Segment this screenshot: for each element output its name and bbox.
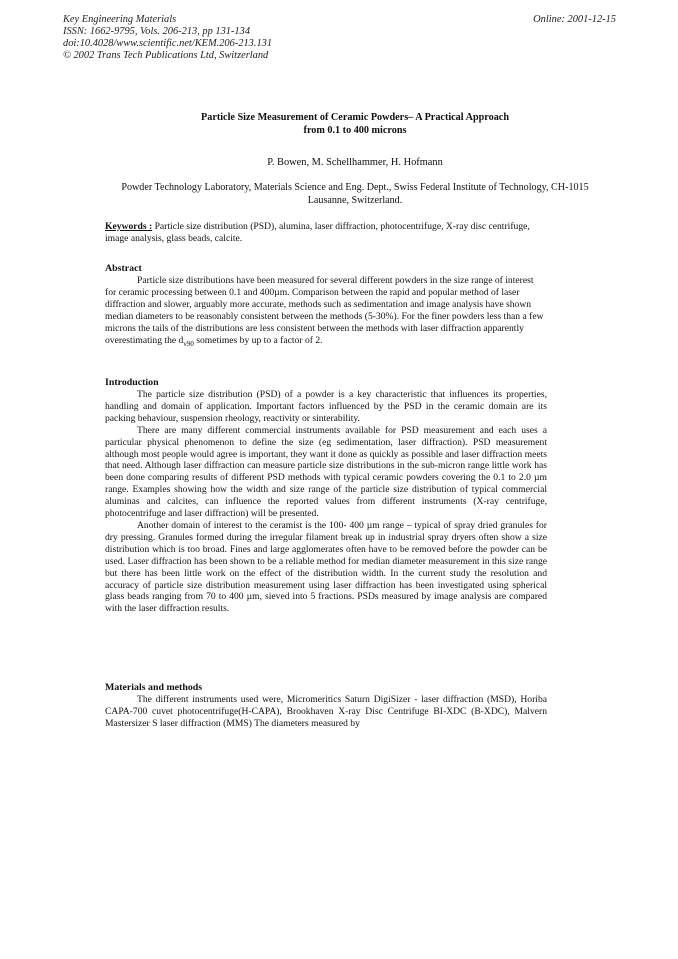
intro-paragraph-1: The particle size distribution (PSD) of a powder is a key characteristic that influences its properties, handling and domain of application. Important factors influenced by the PSD in the ceramic domain are its packing behaviour, suspension rheology, reactivity or sinterability. <box>105 389 547 424</box>
issn-line: ISSN: 1662-9795, Vols. 206-213, pp 131-134 <box>63 26 251 37</box>
keywords-text: Particle size distribution (PSD), alumina, laser diffraction, photocentrifuge, X-ray disc centrifuge, image analysis, glass beads, calcite. <box>105 221 530 244</box>
title-line-1: Particle Size Measurement of Ceramic Powders– A Practical Approach <box>201 112 509 123</box>
journal-name: Key Engineering Materials <box>63 14 177 25</box>
affiliation: Powder Technology Laboratory, Materials Science and Eng. Dept., Swiss Federal Institute of Technology, CH-1015 Lausanne, Switzerland. <box>121 182 589 206</box>
materials-section <box>105 681 547 730</box>
paper-title <box>100 111 610 137</box>
abstract-heading: Abstract <box>105 263 142 274</box>
online-date: Online: 2001-12-15 <box>533 14 616 25</box>
keywords-label: Keywords : <box>105 221 153 232</box>
abstract-section <box>105 262 547 346</box>
authors: P. Bowen, M. Schellhammer, H. Hofmann <box>267 157 443 168</box>
journal-header <box>63 14 272 62</box>
abstract-text: Particle size distributions have been measured for several different powders in the size range of interest for ceramic processing between 0.1 and 400µm. Comparison between the rapid and popular method of laser diffraction and slower, arguably more accurate, methods such as sedimentation and image analysis have shown median diameters to be reasonably consistent between the methods (5-30%). For the finer powders less than a few microns the tails of the distributions are less consistent between the methods with laser diffraction apparently overestimating the $d_{v90}$ sometimes by up to a factor of 2. <box>105 275 544 348</box>
introduction-heading: Introduction <box>105 377 159 388</box>
copyright-line: © 2002 Trans Tech Publications Ltd, Switzerland <box>63 50 269 61</box>
title-line-2: from 0.1 to 400 microns <box>303 125 407 136</box>
materials-heading: Materials and methods <box>105 682 203 693</box>
keywords-block <box>105 221 547 245</box>
introduction-section <box>105 376 547 615</box>
intro-paragraph-2: There are many different commercial instruments available for PSD measurement and each uses a particular physical phenomenon to define the size (eg sedimentation, laser diffraction). PSD measurement although most people would agree is important, they want it done as quickly as possible and laser diffraction meets that need. Although laser diffraction can measure particle size distributions in the sub-micron range little work has been done comparing results of different PSD methods with typical ceramic powders covering the 0.1 to 2.0 µm range. Examples showing how the width and size range of the particle size distribution of typical commercial aluminas and calcites, can influence the reported values from different instruments (X-ray centrifuge, photocentrifuge and laser diffraction) will be presented. <box>105 424 547 520</box>
intro-paragraph-3: Another domain of interest to the ceramist is the 100- 400 µm range – typical of spray dried granules for dry pressing. Granules formed during the irregular filament break up in industrial spray dryers often show a size distribution which is too broad. Fines and large agglomerates often have to be removed before the powder can be used. Laser diffraction has been shown to be a reliable method for median diameter measurement in this size range but there has been little work on the effect of the distribution width. In the current study the resolution and accuracy of particle size distribution measurement using laser diffraction has been investigated using spherical glass beads ranging from 70 to 400 µm, sieved into 5 fractions. PSDs measured by image analysis are compared with the laser diffraction results. <box>105 519 547 615</box>
doi-line: doi:10.4028/www.scientific.net/KEM.206-213.131 <box>63 38 273 49</box>
materials-paragraph-1: The different instruments used were, Micromeritics Saturn DigiSizer - laser diffraction (MSD), Horiba CAPA-700 cuvet photocentrifuge(H-CAPA), Brookhaven X-ray Disc Centrifuge BI-XDC (B-XDC), Malvern Mastersizer S laser diffraction (MMS) The diameters measured by <box>105 694 547 729</box>
